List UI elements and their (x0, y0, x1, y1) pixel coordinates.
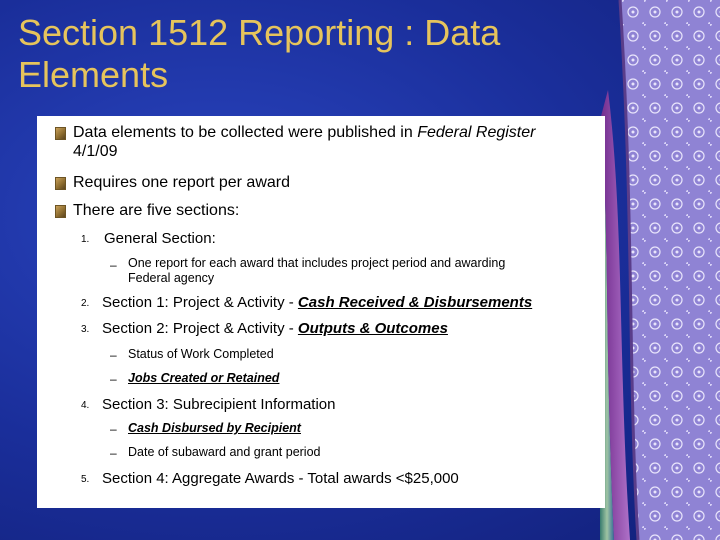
cash-received-text: Cash Received & Disbursements (297, 294, 533, 311)
sub-dash: – (110, 258, 117, 272)
bullet-federal-register (73, 123, 603, 161)
federal-register-text: Federal Register (417, 124, 536, 141)
section-4: Section 4: Aggregate Awards - Total awards <$25,000 (102, 470, 459, 487)
sub-line: One report for each award that includes project period and awarding (128, 256, 506, 270)
bullet-text: Data elements to be collected were published in (73, 124, 418, 141)
outputs-outcomes-text: Outputs & Outcomes (297, 320, 448, 337)
sub-line: Federal agency (128, 271, 215, 285)
sub-dash: – (110, 348, 117, 362)
bullet-icon (55, 177, 66, 190)
section-text: Section 1: Project & Activity - (102, 294, 298, 311)
bullet-five-sections: There are five sections: (73, 202, 240, 219)
list-number: 4. (81, 400, 90, 411)
sub-jobs-created: Jobs Created or Retained (128, 371, 280, 385)
sub-one-report (128, 256, 588, 286)
section-3: Section 3: Subrecipient Information (102, 396, 336, 413)
sub-dash: – (110, 422, 117, 436)
list-number: 5. (81, 474, 90, 485)
section-2 (102, 320, 448, 338)
list-number: 1. (81, 234, 90, 245)
bullet-icon (55, 205, 66, 218)
slide-title: Section 1512 Reporting : Data Elements (18, 12, 501, 95)
sub-dash: – (110, 446, 117, 460)
content-panel (37, 116, 605, 508)
bullet-one-report: Requires one report per award (73, 174, 291, 191)
sub-status-work: Status of Work Completed (128, 347, 274, 361)
sub-dash: – (110, 372, 117, 386)
list-number: 3. (81, 324, 90, 335)
sub-date-subaward: Date of subaward and grant period (128, 445, 321, 459)
bullet-icon (55, 127, 66, 140)
section-text: Section 2: Project & Activity - (102, 320, 298, 337)
decorative-floral-border (600, 0, 720, 540)
bullet-date: 4/1/09 (73, 143, 118, 160)
sub-cash-disbursed: Cash Disbursed by Recipient (128, 421, 301, 435)
list-number: 2. (81, 298, 90, 309)
section-general: General Section: (104, 230, 216, 247)
section-1 (102, 294, 532, 312)
